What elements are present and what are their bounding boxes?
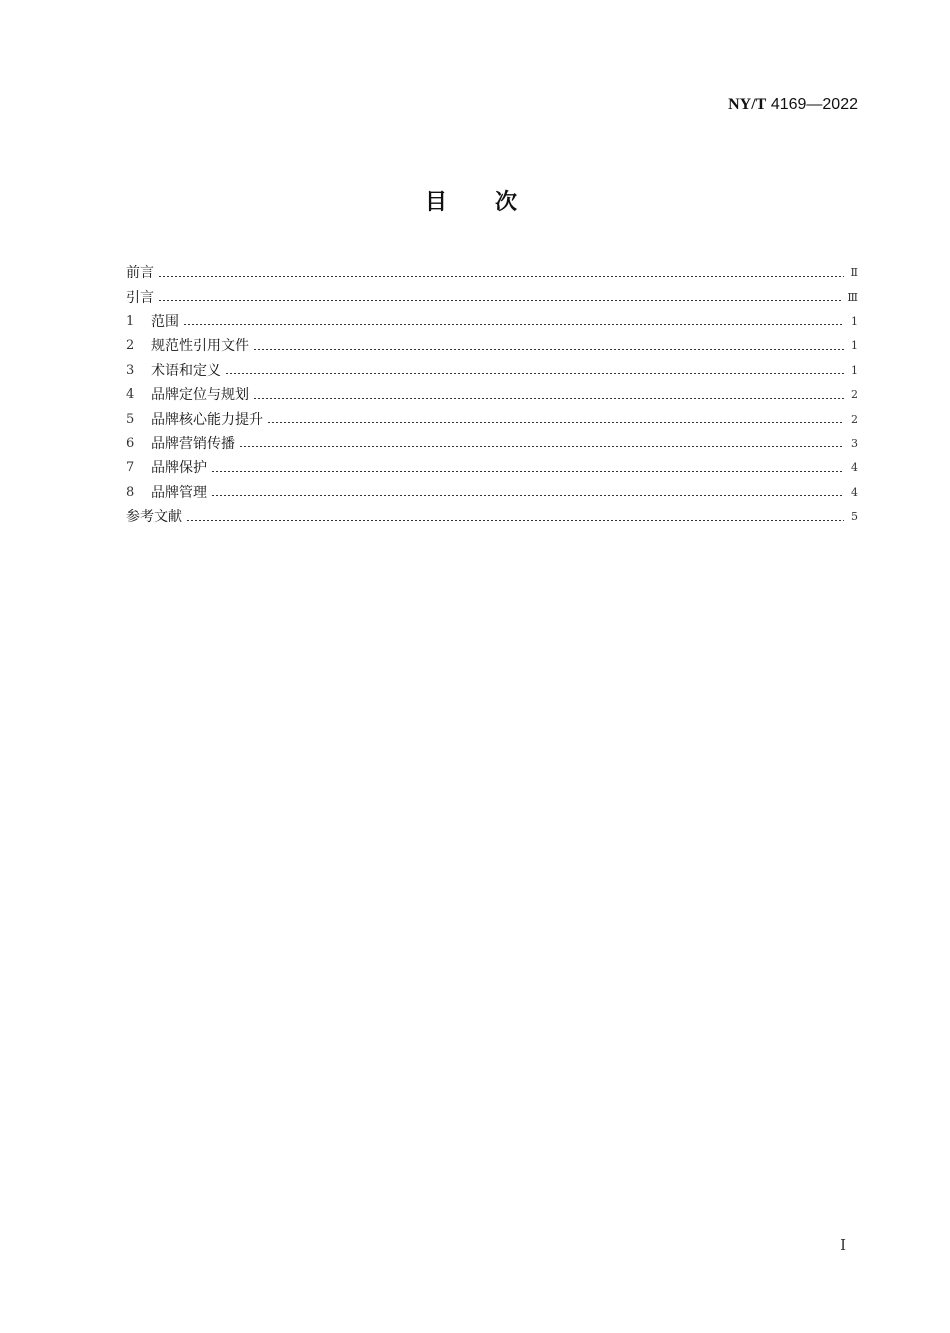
toc-item-page: 1 bbox=[851, 363, 858, 377]
toc-item-page: 3 bbox=[851, 436, 858, 450]
toc-item-page: Ⅲ bbox=[847, 290, 858, 304]
toc-item-page: Ⅱ bbox=[850, 266, 858, 280]
toc-item-terms-definitions[interactable] bbox=[126, 359, 858, 383]
toc-item-label: 品牌定位与规划 bbox=[151, 387, 249, 404]
toc-item-brand-management[interactable] bbox=[126, 481, 858, 505]
table-of-contents bbox=[126, 261, 858, 529]
toc-item-normative-references[interactable] bbox=[126, 334, 858, 358]
toc-leader-dots bbox=[253, 349, 844, 350]
toc-item-label: 规范性引用文件 bbox=[151, 338, 249, 355]
toc-item-page: 1 bbox=[851, 314, 858, 328]
toc-item-number: 3 bbox=[126, 362, 135, 378]
standard-code bbox=[728, 94, 858, 116]
toc-leader-dots bbox=[211, 471, 844, 472]
toc-item-number: 7 bbox=[126, 460, 135, 476]
toc-item-number: 2 bbox=[126, 338, 135, 354]
toc-leader-dots bbox=[158, 276, 844, 277]
toc-leader-dots bbox=[267, 422, 844, 423]
toc-item-foreword[interactable] bbox=[126, 261, 858, 285]
toc-item-number: 1 bbox=[126, 313, 135, 329]
toc-item-page: 2 bbox=[851, 412, 858, 426]
toc-item-page: 4 bbox=[851, 461, 858, 475]
toc-item-label: 前言 bbox=[126, 265, 154, 282]
toc-item-brand-marketing[interactable] bbox=[126, 432, 858, 456]
toc-item-number: 6 bbox=[126, 435, 135, 451]
toc-item-label: 品牌核心能力提升 bbox=[151, 411, 263, 428]
toc-leader-dots bbox=[183, 324, 844, 325]
toc-leader-dots bbox=[253, 398, 844, 399]
toc-item-page: 4 bbox=[851, 485, 858, 499]
toc-item-page: 1 bbox=[851, 339, 858, 353]
toc-item-introduction[interactable] bbox=[126, 285, 858, 309]
toc-item-label: 术语和定义 bbox=[151, 362, 221, 379]
toc-leader-dots bbox=[211, 495, 844, 496]
toc-item-number: 8 bbox=[126, 484, 135, 500]
toc-item-page: 5 bbox=[851, 510, 858, 524]
toc-item-label: 品牌保护 bbox=[151, 460, 207, 477]
toc-item-label: 引言 bbox=[126, 289, 154, 306]
standard-number: 4169—2022 bbox=[770, 96, 858, 113]
toc-item-label: 范围 bbox=[151, 313, 179, 330]
page-number: I bbox=[840, 1236, 846, 1254]
toc-title: 目次 bbox=[424, 190, 565, 215]
toc-item-label: 参考文献 bbox=[126, 509, 182, 526]
toc-item-brand-positioning[interactable] bbox=[126, 383, 858, 407]
toc-item-label: 品牌管理 bbox=[151, 484, 207, 501]
toc-leader-dots bbox=[186, 520, 844, 521]
toc-item-page: 2 bbox=[851, 388, 858, 402]
toc-item-brand-core-capability[interactable] bbox=[126, 407, 858, 431]
toc-item-brand-protection[interactable] bbox=[126, 456, 858, 480]
toc-item-scope[interactable] bbox=[126, 310, 858, 334]
toc-leader-dots bbox=[225, 373, 844, 374]
toc-item-number: 5 bbox=[126, 411, 135, 427]
toc-leader-dots bbox=[239, 446, 844, 447]
toc-item-label: 品牌营销传播 bbox=[151, 435, 235, 452]
toc-item-number: 4 bbox=[126, 387, 135, 403]
standard-prefix: NY/T bbox=[728, 96, 767, 113]
toc-item-bibliography[interactable] bbox=[126, 505, 858, 529]
toc-leader-dots bbox=[158, 300, 843, 301]
